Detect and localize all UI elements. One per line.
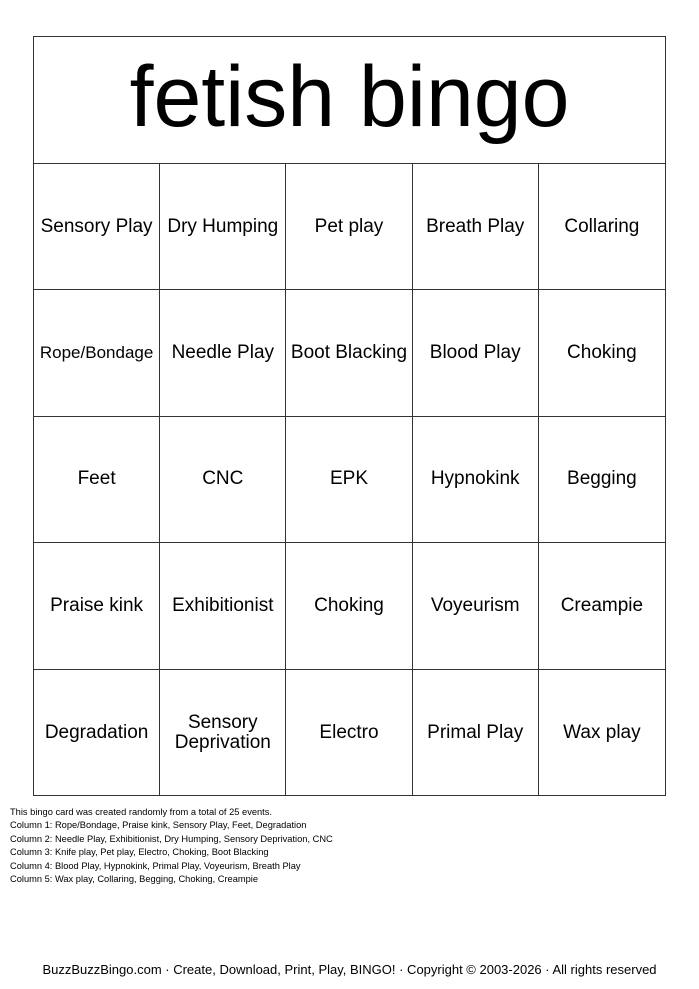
bingo-cell: Choking bbox=[539, 290, 665, 416]
card-title: fetish bingo bbox=[129, 49, 570, 145]
notes-summary: This bingo card was created randomly from a total of 25 events. bbox=[10, 807, 272, 817]
column-note: Column 5: Wax play, Collaring, Begging, Choking, Creampie bbox=[10, 874, 259, 885]
bingo-cell: Hypnokink bbox=[413, 417, 539, 543]
bingo-cell: Choking bbox=[286, 543, 412, 669]
bingo-cell: Sensory Play bbox=[34, 164, 160, 290]
column-note: Column 1: Rope/Bondage, Praise kink, Sensory Play, Feet, Degradation bbox=[10, 820, 307, 831]
bingo-cell: Rope/Bondage bbox=[34, 290, 160, 416]
title-row bbox=[34, 37, 665, 164]
bingo-cell: Degradation bbox=[34, 670, 160, 796]
bingo-cell: Pet play bbox=[286, 164, 412, 290]
bingo-cell: Begging bbox=[539, 417, 665, 543]
bingo-cell: Voyeurism bbox=[413, 543, 539, 669]
bingo-cell: Feet bbox=[34, 417, 160, 543]
bingo-cell: Creampie bbox=[539, 543, 665, 669]
bingo-cell: Needle Play bbox=[160, 290, 286, 416]
column-note: Column 3: Knife play, Pet play, Electro, Choking, Boot Blacking bbox=[10, 847, 269, 858]
bingo-cell: Blood Play bbox=[413, 290, 539, 416]
bingo-cell: EPK bbox=[286, 417, 412, 543]
column-note: Column 4: Blood Play, Hypnokink, Primal Play, Voyeurism, Breath Play bbox=[10, 860, 301, 871]
bingo-cell: Sensory Deprivation bbox=[160, 670, 286, 796]
footer-text: BuzzBuzzBingo.com · Create, Download, Print, Play, BINGO! · Copyright © 2003-2026 · All rights reserved bbox=[42, 962, 657, 977]
bingo-cell: Electro bbox=[286, 670, 412, 796]
bingo-cell: Exhibitionist bbox=[160, 543, 286, 669]
bingo-cell: Primal Play bbox=[413, 670, 539, 796]
bingo-cell: Breath Play bbox=[413, 164, 539, 290]
bingo-cell: Wax play bbox=[563, 721, 641, 743]
card-notes bbox=[10, 806, 333, 886]
bingo-cell: Praise kink bbox=[34, 543, 160, 669]
bingo-cell: Dry Humping bbox=[160, 164, 286, 290]
bingo-grid bbox=[34, 164, 665, 796]
bingo-cell: Boot Blacking bbox=[286, 290, 412, 416]
bingo-cell: CNC bbox=[160, 417, 286, 543]
column-note: Column 2: Needle Play, Exhibitionist, Dry Humping, Sensory Deprivation, CNC bbox=[10, 833, 333, 844]
bingo-card bbox=[33, 36, 666, 796]
bingo-cell: Collaring bbox=[539, 164, 665, 290]
